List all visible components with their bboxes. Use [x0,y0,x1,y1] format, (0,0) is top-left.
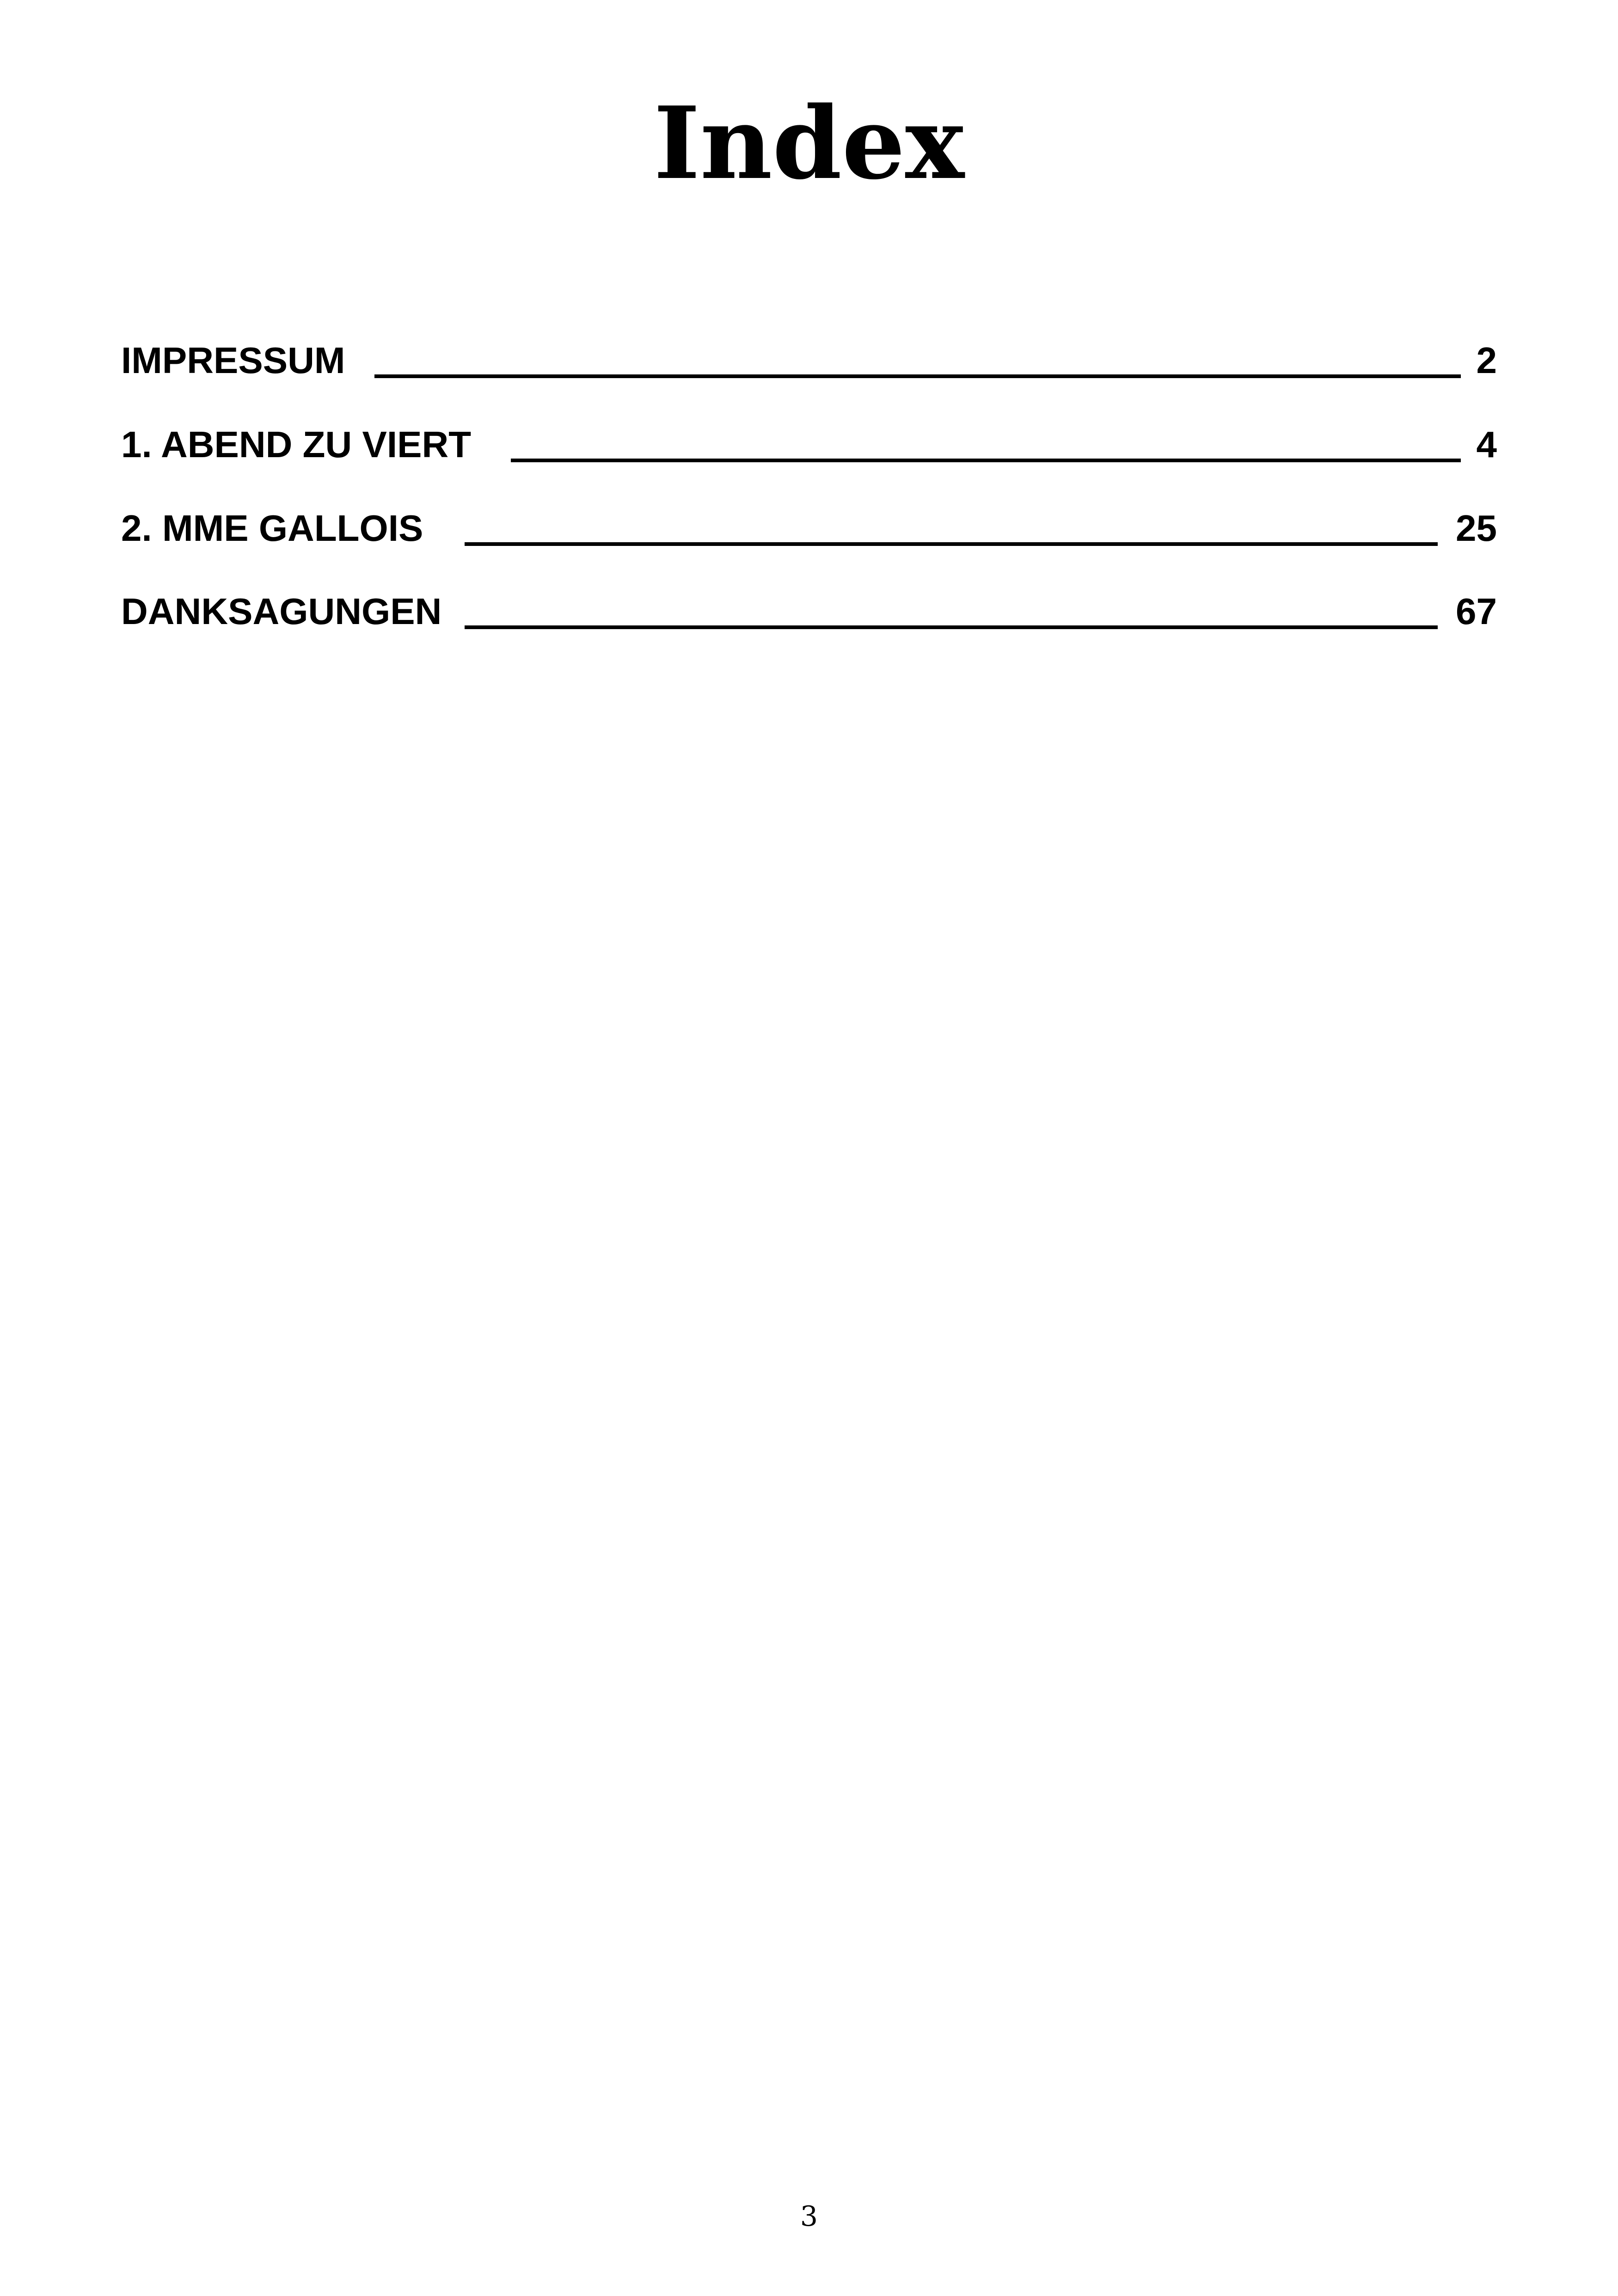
toc-entry-danksagungen[interactable] [0,588,1618,635]
page-title: Index [653,85,965,202]
toc-entry-impressum[interactable] [0,337,1618,384]
table-of-contents [0,0,1618,693]
toc-entry-page: 4 [1476,424,1497,465]
toc-entry-label: 2. MME GALLOIS [121,508,423,549]
toc-entry-page: 67 [1456,591,1497,632]
toc-entry-label: IMPRESSUM [121,340,345,381]
toc-leader-line [511,459,1461,462]
toc-entry-label: 1. ABEND ZU VIERT [121,424,472,465]
toc-leader-line [374,374,1461,378]
toc-entry-page: 2 [1476,340,1497,381]
toc-entry-page: 25 [1456,508,1497,549]
toc-entry-label: DANKSAGUNGEN [121,591,442,632]
toc-leader-line [465,542,1438,546]
toc-entry-abend-zu-viert[interactable] [0,422,1618,468]
toc-leader-line [465,625,1438,629]
toc-entry-mme-gallois[interactable] [0,505,1618,551]
page-number: 3 [800,2200,818,2233]
